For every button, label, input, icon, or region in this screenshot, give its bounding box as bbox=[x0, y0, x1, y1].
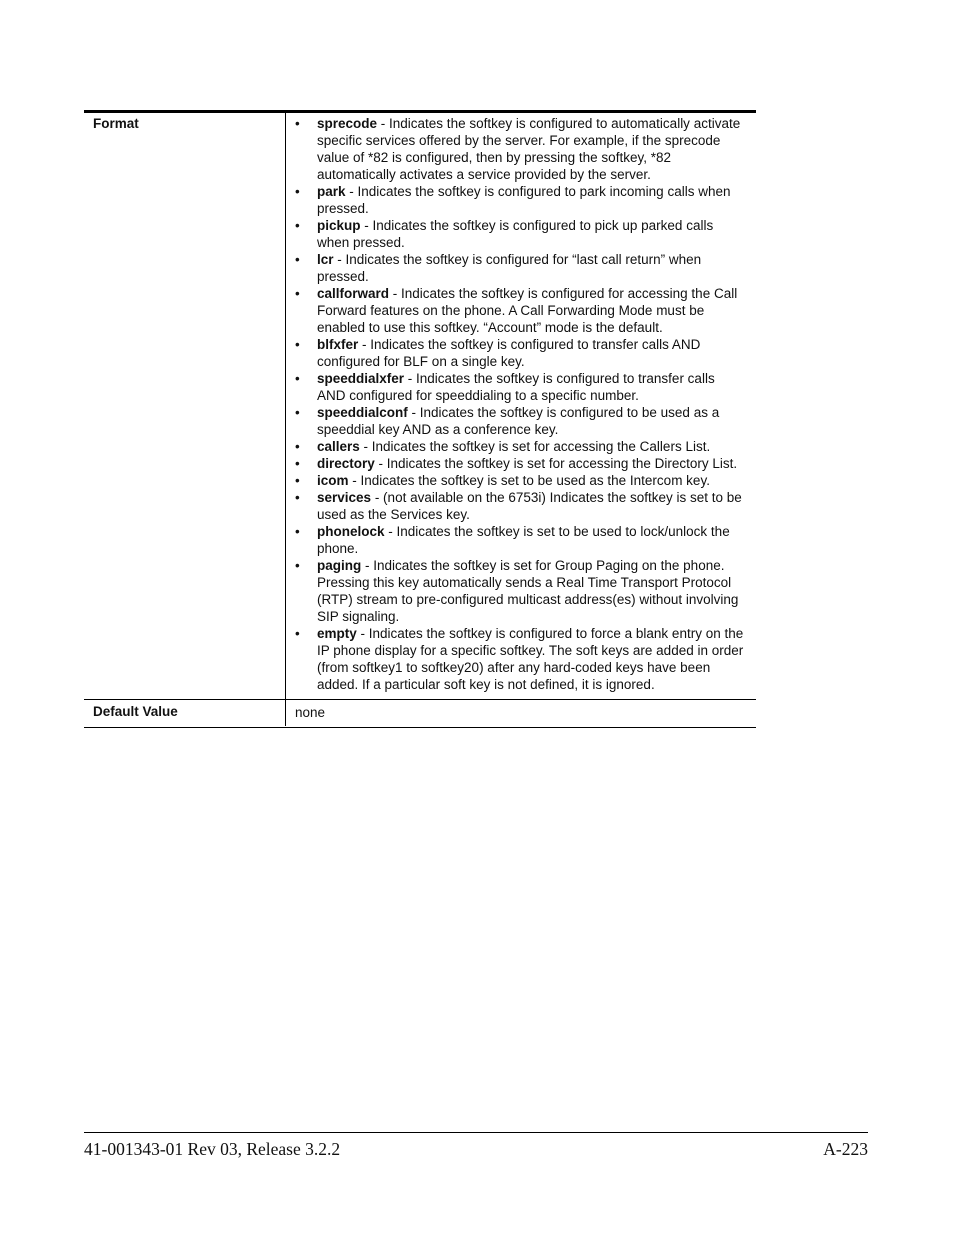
list-item bbox=[295, 557, 746, 625]
list-item bbox=[295, 404, 746, 438]
list-item-term: empty bbox=[317, 626, 357, 641]
list-item bbox=[295, 251, 746, 285]
bullet-icon: • bbox=[295, 337, 300, 352]
parameter-table bbox=[84, 110, 756, 728]
bullet-icon: • bbox=[295, 490, 300, 505]
list-item bbox=[295, 336, 746, 370]
list-item bbox=[295, 455, 746, 472]
bullet-icon: • bbox=[295, 626, 300, 641]
list-item-description: - Indicates the softkey is configured for “last call return” when pressed. bbox=[317, 252, 702, 284]
bullet-icon: • bbox=[295, 439, 300, 454]
list-item-term: speeddialxfer bbox=[317, 371, 405, 386]
list-item-term: speeddialconf bbox=[317, 405, 408, 420]
list-item bbox=[295, 370, 746, 404]
default-value-row bbox=[84, 700, 756, 728]
list-item-description: - Indicates the softkey is configured to pick up parked calls when pressed. bbox=[317, 218, 714, 250]
list-item bbox=[295, 115, 746, 183]
list-item-description: - Indicates the softkey is set for Group Paging on the phone. Pressing this key automatically sends a Real Time Transport Protocol (RTP) stream to pre-configured multicast address(es) without involving SIP signaling. bbox=[317, 558, 739, 624]
list-item-description: - Indicates the softkey is configured to transfer calls AND configured for BLF on a single key. bbox=[317, 337, 701, 369]
list-item bbox=[295, 438, 746, 455]
page-footer bbox=[84, 1132, 868, 1160]
list-item bbox=[295, 472, 746, 489]
list-item-term: callers bbox=[317, 439, 360, 454]
list-item-term: directory bbox=[317, 456, 375, 471]
format-value bbox=[286, 113, 756, 699]
list-item-term: callforward bbox=[317, 286, 390, 301]
format-label: Format bbox=[84, 113, 286, 699]
list-item-description: - Indicates the softkey is configured for accessing the Call Forward features on the phone. A Call Forwarding Mode must be enabled to use this softkey. “Account” mode is the default. bbox=[317, 286, 738, 335]
list-item-term: blfxfer bbox=[317, 337, 359, 352]
bullet-icon: • bbox=[295, 524, 300, 539]
list-item bbox=[295, 217, 746, 251]
bullet-icon: • bbox=[295, 405, 300, 420]
list-item bbox=[295, 285, 746, 336]
page-number: A-223 bbox=[823, 1139, 868, 1159]
list-item-description: - Indicates the softkey is set for accessing the Callers List. bbox=[359, 439, 711, 454]
document-id: 41-001343-01 Rev 03, Release 3.2.2 bbox=[84, 1139, 341, 1159]
list-item-description: - Indicates the softkey is configured to be used as a speeddial key AND as a conference key. bbox=[317, 405, 720, 437]
list-item-description: - Indicates the softkey is configured to automatically activate specific services offered by the server. For example, if the sprecode value of *82 is configured, then by pressing the softkey, *82 automatically activates a service provided by the server. bbox=[317, 116, 741, 182]
list-item-description: - Indicates the softkey is set to be used as the Intercom key. bbox=[348, 473, 710, 488]
bullet-icon: • bbox=[295, 116, 300, 131]
list-item-description: - (not available on the 6753i) Indicates the softkey is set to be used as the Services key. bbox=[317, 490, 742, 522]
list-item-term: sprecode bbox=[317, 116, 378, 131]
bullet-icon: • bbox=[295, 456, 300, 471]
format-row bbox=[84, 113, 756, 700]
bullet-icon: • bbox=[295, 371, 300, 386]
list-item-description: - Indicates the softkey is configured to transfer calls AND configured for speeddialing to a specific number. bbox=[317, 371, 715, 403]
default-value-label: Default Value bbox=[84, 700, 286, 726]
list-item-term: icom bbox=[317, 473, 349, 488]
list-item bbox=[295, 523, 746, 557]
list-item-description: - Indicates the softkey is set to be used to lock/unlock the phone. bbox=[317, 524, 730, 556]
bullet-icon: • bbox=[295, 558, 300, 573]
list-item-term: services bbox=[317, 490, 372, 505]
bullet-icon: • bbox=[295, 252, 300, 267]
list-item-description: - Indicates the softkey is set for accessing the Directory List. bbox=[374, 456, 738, 471]
list-item bbox=[295, 183, 746, 217]
list-item-term: lcr bbox=[317, 252, 334, 267]
bullet-icon: • bbox=[295, 473, 300, 488]
list-item-term: phonelock bbox=[317, 524, 385, 539]
list-item-description: - Indicates the softkey is configured to force a blank entry on the IP phone display for a specific softkey. The soft keys are added in order (from softkey1 to softkey20) after any hard-coded keys have been added. If a particular soft key is not defined, it is ignored. bbox=[317, 626, 744, 692]
list-item-term: paging bbox=[317, 558, 362, 573]
list-item bbox=[295, 625, 746, 693]
bullet-icon: • bbox=[295, 184, 300, 199]
bullet-icon: • bbox=[295, 218, 300, 233]
list-item-description: - Indicates the softkey is configured to park incoming calls when pressed. bbox=[317, 184, 731, 216]
list-item bbox=[295, 489, 746, 523]
default-value: none bbox=[295, 705, 326, 720]
list-item-term: park bbox=[317, 184, 346, 199]
bullet-icon: • bbox=[295, 286, 300, 301]
list-item-term: pickup bbox=[317, 218, 361, 233]
softkey-type-list bbox=[295, 115, 746, 693]
